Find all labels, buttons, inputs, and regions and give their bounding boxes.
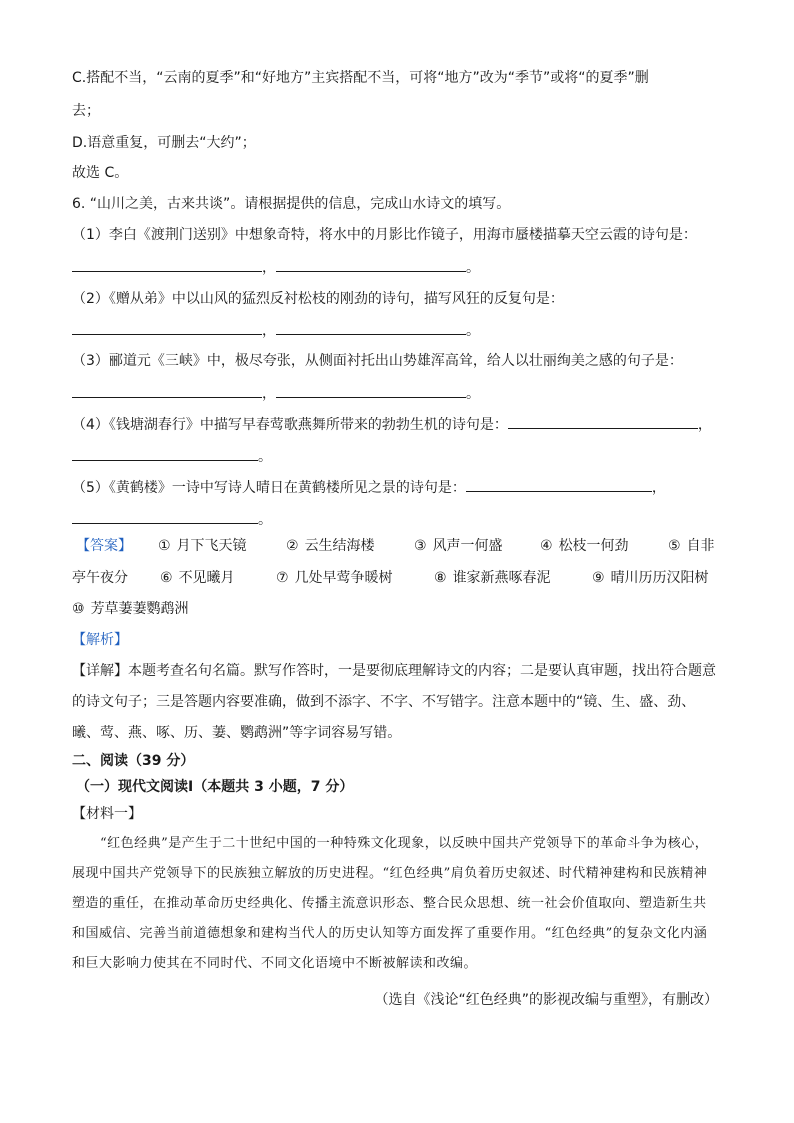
answer-blank-row-1: ， 。: [72, 257, 480, 278]
answer-item-6: ⑥ 不见曦月: [160, 570, 235, 586]
material-source: （选自《浅论“红色经典”的影视改编与重塑》，有删改）: [374, 992, 718, 1008]
answer-label: 【答案】: [76, 538, 132, 554]
analysis-label: 【解析】: [72, 632, 128, 648]
material-paragraph: “红色经典”是产生于二十世纪中国的一种特殊文化现象，以反映中国共产党领导下的革命斗争为核心，展现中国共产党领导下的民族独立解放的历史进程。“红色经典”肩负着历史叙述、时代精神建构和民族精神塑造的重任，在推动革命历史经典化、传播主流意识形态、整合民众思想、统一社会价值取向、塑造新生共和国威信、完善当前道德想象和建构当代人的历史认知等方面发挥了重要作用。“红色经典”的复杂文化内涵和巨大影响力使其在不同时代、不同文化语境中不断被解读和改编。: [72, 836, 709, 971]
section-subtitle: （一）现代文阅读Ⅰ（本题共 3 小题，7 分）: [76, 779, 354, 795]
question6-item-3: （3）郦道元《三峡》中，极尽夸张，从侧面衬托出山势雄浑高耸，给人以壮丽绚美之感的句子是：: [72, 353, 683, 369]
answer-item-7: ⑦ 几处早莺争暖树: [276, 570, 393, 586]
answer-blank-row-5: 。: [72, 509, 272, 530]
question6-item-5: （5）《黄鹤楼》一诗中写诗人晴日在黄鹤楼所见之景的诗句是： ，: [72, 477, 666, 498]
answer-item-5-cont: 亭午夜分: [72, 570, 128, 586]
option-d-line: D.语意重复，可删去“大约”；: [72, 135, 256, 151]
answer-item-2: ② 云生结海楼: [286, 538, 375, 554]
answer-item-3: ③ 风声一何盛: [414, 538, 503, 554]
question6-item-1: （1）李白《渡荆门送别》中想象奇特，将水中的月影比作镜子，用海市蜃楼描摹天空云霞的诗句是：: [72, 227, 697, 243]
answer-blank[interactable]: [72, 446, 258, 461]
analysis-line-3: 曦、莺、燕、啄、历、萋、鹦鹉洲”等字词容易写错。: [72, 725, 402, 741]
material-label: 【材料一】: [72, 806, 142, 822]
answer-blank-row-3: ， 。: [72, 383, 480, 404]
section-title: 二、阅读（39 分）: [72, 753, 195, 769]
answer-blank[interactable]: [276, 320, 466, 335]
answer-blank-row-2: ， 。: [72, 320, 480, 341]
answer-item-9: ⑨ 晴川历历汉阳树: [592, 570, 709, 586]
answer-blank[interactable]: [72, 257, 262, 272]
analysis-line-2: 的诗文句子；三是答题内容要准确，做到不添字、不字、不写错字。注意本题中的“镜、生、盛、劲、: [72, 694, 696, 710]
question6-item-4: （4）《钱塘湖春行》中描写早春莺歌燕舞所带来的勃勃生机的诗句是： ，: [72, 414, 712, 435]
answer-blank[interactable]: [466, 477, 652, 492]
question6-item-2: （2）《赠从弟》中以山风的猛烈反衬松枝的刚劲的诗句，描写风狂的反复句是：: [72, 291, 564, 307]
question6-stem: 6. “山川之美，古来共谈”。请根据提供的信息，完成山水诗文的填写。: [72, 196, 511, 212]
answer-blank[interactable]: [72, 383, 262, 398]
option-c-line2: 去；: [72, 103, 100, 119]
answer-item-10: ⑩ 芳草萋萋鹦鹉洲: [72, 601, 189, 617]
answer-blank[interactable]: [276, 383, 466, 398]
option-c-line1: C.搭配不当，“云南的夏季”和“好地方”主宾搭配不当，可将“地方”改为“季节”或将“的夏季”删: [72, 70, 649, 86]
answer-blank[interactable]: [72, 320, 262, 335]
analysis-line-1: 【详解】本题考查名句名篇。默写作答时，一是要彻底理解诗文的内容；二是要认真审题，找出符合题意: [72, 663, 716, 679]
answer-item-4: ④ 松枝一何劲: [540, 538, 629, 554]
answer-item-1: ① 月下飞天镜: [158, 538, 247, 554]
answer-blank-row-4: 。: [72, 446, 272, 467]
answer-blank[interactable]: [72, 509, 258, 524]
answer-blank[interactable]: [508, 414, 698, 429]
answer-item-8: ⑧ 谁家新燕啄春泥: [434, 570, 551, 586]
answer-blank[interactable]: [276, 257, 466, 272]
answer-item-5: ⑤ 自非: [668, 538, 715, 554]
conclusion-line: 故选 C。: [72, 165, 129, 181]
